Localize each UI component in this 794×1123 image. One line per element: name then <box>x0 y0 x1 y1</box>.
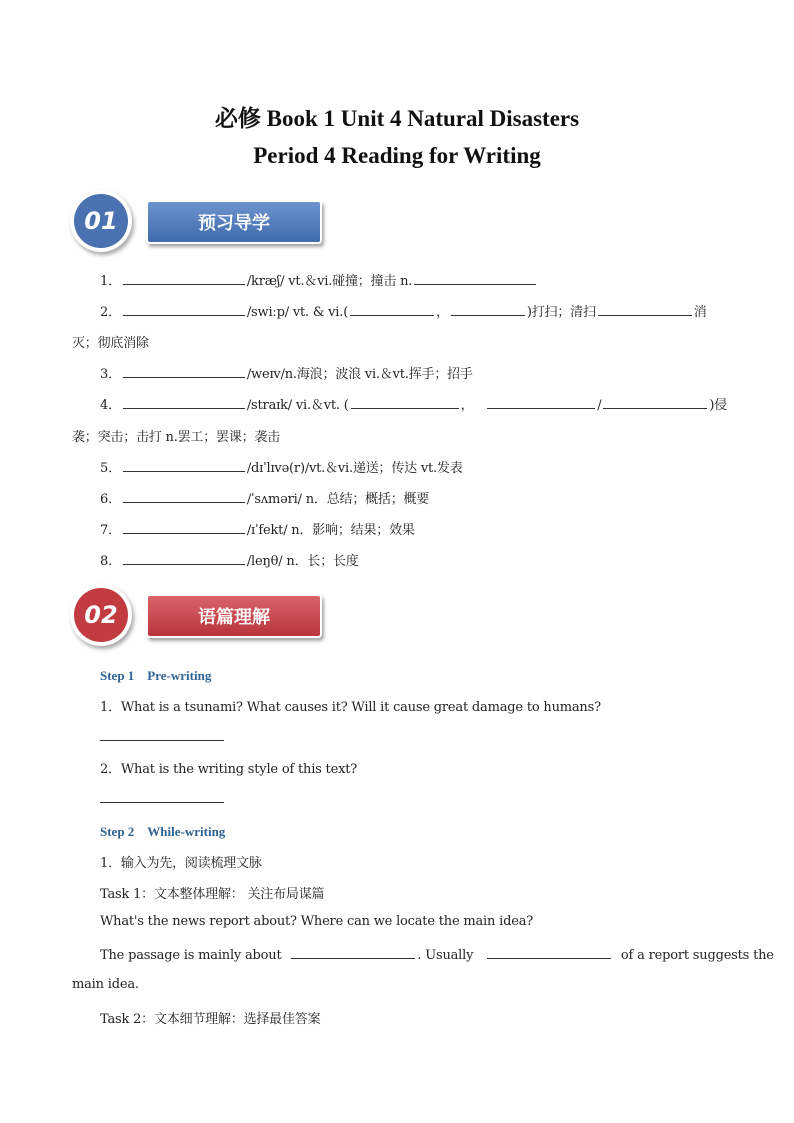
task-1-answer: The passage is mainly about . Usually of a report suggests the <box>100 948 774 963</box>
section-number-badge <box>70 584 132 646</box>
vocab-item-7 <box>100 519 415 538</box>
section-title-banner: 预习导学 <box>146 200 322 244</box>
answer-blank-2 <box>100 790 224 807</box>
step-1-heading: Step 1 Pre-writing <box>100 668 212 683</box>
answer-blank-1 <box>100 728 224 745</box>
item-text: /swiːp/ vt. & vi.( <box>246 305 349 320</box>
vocab-item-1 <box>100 270 538 289</box>
question-2: 2．What is the writing style of this text? <box>100 762 357 777</box>
task-1-question: What's the news report about? Where can we locate the main idea? <box>100 914 534 929</box>
item-text: /ˈsʌməri/ n．总结；概括；概要 <box>246 492 430 507</box>
item-number: 4． <box>100 398 121 413</box>
item-text: /ɪˈfekt/ n．影响；结果；效果 <box>246 523 415 538</box>
vocab-item-5 <box>100 457 463 476</box>
vocab-item-8 <box>100 550 359 569</box>
section-number-badge <box>70 190 132 252</box>
item-text: /leŋθ/ n．长；长度 <box>246 554 359 569</box>
task-1-heading: Task 1：文本整体理解： 关注布局谋篇 <box>100 887 325 902</box>
step-2-heading: Step 2 While-writing <box>100 824 226 839</box>
item-text: /dɪˈlɪvə(r)/vt.＆vi.递送；传达 vt.发表 <box>246 461 463 476</box>
item-text: /straɪk/ vi.＆vt. ( <box>246 398 349 413</box>
vocab-item-2-cont: 灭；彻底消除 <box>72 336 149 351</box>
section-number: 02 <box>74 588 128 642</box>
section-title-banner: 语篇理解 <box>146 594 322 638</box>
section-header-preview <box>70 190 330 252</box>
section-header-comprehension <box>70 584 330 646</box>
item-number: 7． <box>100 523 121 538</box>
item-text: /kræʃ/ vt.＆vi.碰撞；撞击 n. <box>246 274 413 289</box>
vocab-item-2: 2． /swiːp/ vt. & vi.( ， )打扫；清扫 消 <box>100 305 707 320</box>
vocab-item-4-cont: 袭；突击；击打 n.罢工；罢课；袭击 <box>72 430 281 445</box>
title-line-1: 必修 Book 1 Unit 4 Natural Disasters <box>214 106 580 131</box>
item-number: 6． <box>100 492 121 507</box>
title-line-2: Period 4 Reading for Writing <box>253 143 541 168</box>
question-1: 1．What is a tsunami? What causes it? Will it cause great damage to humans? <box>100 700 601 715</box>
item-text: /weɪv/n.海浪；波浪 vi.＆vt.挥手；招手 <box>246 367 473 382</box>
subsection-1: 1．输入为先，阅读梳理文脉 <box>100 856 262 871</box>
item-number: 5． <box>100 461 121 476</box>
item-number: 3． <box>100 367 121 382</box>
task-1-answer-cont: main idea. <box>72 977 139 992</box>
item-number: 1． <box>100 274 121 289</box>
section-number: 01 <box>74 194 128 248</box>
task-2-heading: Task 2：文本细节理解：选择最佳答案 <box>100 1012 321 1027</box>
item-number: 2． <box>100 305 121 320</box>
item-number: 8． <box>100 554 121 569</box>
vocab-item-3 <box>100 363 473 382</box>
vocab-item-6 <box>100 488 429 507</box>
vocab-item-4: 4． /straɪk/ vi.＆vt. ( ， / )侵 <box>100 398 728 413</box>
